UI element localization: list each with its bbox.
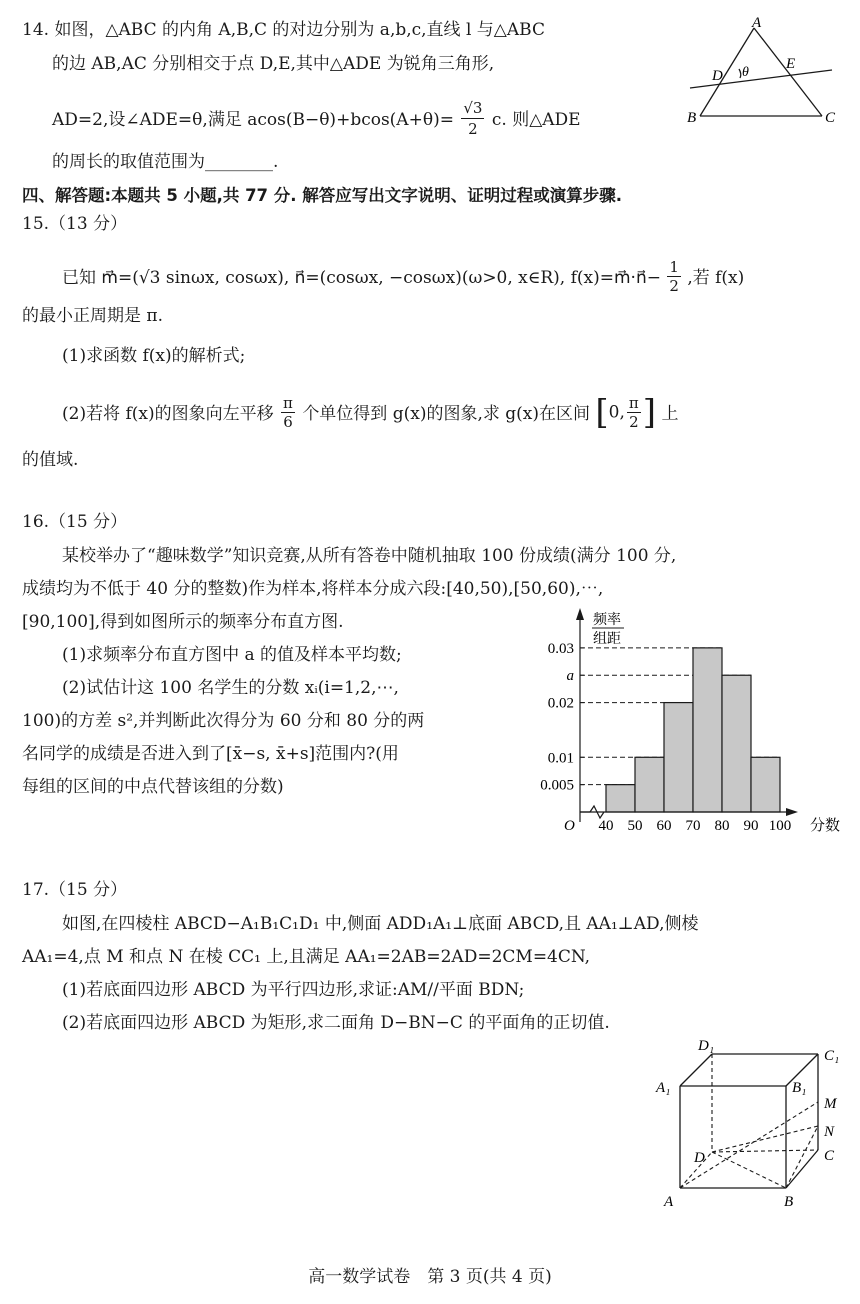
q15-pi-6-den: 6 bbox=[283, 413, 293, 431]
segment-bn-hidden bbox=[786, 1126, 818, 1188]
q15-interval-left: 0, bbox=[608, 402, 625, 423]
q17-prism-figure bbox=[646, 1040, 856, 1220]
q14-fraction bbox=[461, 98, 484, 139]
prism-label-a1: A₁ bbox=[656, 1080, 671, 1096]
x-tick-label: 90 bbox=[743, 818, 759, 834]
q15-part-2-b: 个单位得到 g(x)的图象,求 g(x)在区间 bbox=[302, 404, 590, 424]
q15-line-1 bbox=[62, 260, 744, 297]
q16-line-3: [90,100],得到如图所示的频率分布直方图. bbox=[22, 612, 344, 632]
q15-pi-6-num: π bbox=[283, 394, 293, 412]
q14-triangle-figure bbox=[682, 14, 852, 126]
q15-line-1-text: 已知 m⃗=(√3 sinωx, cosωx), n⃗=(cosωx, −cosωx)(ω>0, x∈R), f(x)=m⃗·n⃗− bbox=[62, 268, 661, 288]
y-axis-arrow bbox=[576, 608, 584, 620]
edge-bc bbox=[786, 1150, 818, 1188]
angle-theta-arc bbox=[739, 69, 741, 78]
q15-half-fraction bbox=[667, 258, 681, 295]
segment-dn-hidden bbox=[712, 1126, 818, 1152]
q15-part-2-c: 上 bbox=[661, 404, 679, 424]
q17-line-1: 如图,在四棱柱 ABCD−A₁B₁C₁D₁ 中,侧面 ADD₁A₁⊥底面 ABCD,且 AA₁⊥AD,侧棱 bbox=[62, 914, 699, 934]
label-d: D bbox=[712, 68, 723, 84]
q16-line-5: (2)试估计这 100 名学生的分数 xᵢ(i=1,2,⋯, bbox=[62, 678, 399, 698]
histogram-bar bbox=[635, 757, 664, 812]
histogram-bar bbox=[664, 703, 693, 812]
x-tick-label: 60 bbox=[656, 818, 672, 834]
y-tick-label: 0.03 bbox=[547, 640, 574, 657]
prism-label-b: B bbox=[784, 1194, 794, 1210]
q17-line-4: (2)若底面四边形 ABCD 为矩形,求二面角 D−BN−C 的平面角的正切值. bbox=[62, 1013, 610, 1033]
q15-interval-den: 2 bbox=[629, 413, 639, 431]
x-axis-arrow bbox=[786, 808, 798, 816]
x-tick-label: 80 bbox=[714, 818, 730, 834]
section-4-heading: 四、解答题:本题共 5 小题,共 77 分. 解答应写出文字说明、证明过程或演算步骤. bbox=[22, 186, 623, 205]
label-c: C bbox=[825, 110, 836, 126]
q16-line-2: 成绩均为不低于 40 分的整数)作为样本,将样本分成六段:[40,50),[50,60),⋯, bbox=[22, 579, 604, 599]
prism-label-m: M bbox=[824, 1096, 837, 1112]
q14-equation-tail: c. 则△ADE bbox=[491, 110, 581, 130]
y-label-top: 频率 bbox=[593, 613, 621, 628]
histogram-bar bbox=[693, 648, 722, 812]
q14-line-2: 的边 AB,AC 分别相交于点 D,E,其中△ADE 为锐角三角形, bbox=[52, 54, 495, 74]
x-tick-label: 100 bbox=[768, 818, 792, 834]
edge-a1d1 bbox=[680, 1054, 712, 1086]
segment-db-hidden bbox=[712, 1152, 786, 1188]
histogram-bar bbox=[722, 675, 751, 812]
q15-pi-6-fraction bbox=[281, 394, 295, 431]
prism-label-b1: B₁ bbox=[792, 1080, 807, 1096]
q15-interval-num: π bbox=[628, 394, 639, 412]
prism-label-a: A bbox=[664, 1194, 674, 1210]
histogram-bar bbox=[751, 757, 780, 812]
y-tick-label: 0.01 bbox=[547, 750, 574, 767]
q16-line-6: 100)的方差 s²,并判断此次得分为 60 分和 80 分的两 bbox=[22, 711, 425, 731]
x-tick-label: 50 bbox=[627, 818, 643, 834]
q15-part-2 bbox=[62, 392, 679, 433]
label-a: A bbox=[752, 15, 762, 31]
y-label-bottom: 组距 bbox=[593, 632, 621, 647]
q16-line-7: 名同学的成绩是否进入到了[x̄−s, x̄+s]范围内?(用 bbox=[22, 744, 399, 764]
x-tick-label: 70 bbox=[685, 818, 701, 834]
q16-line-1: 某校举办了“趣味数学”知识竞赛,从所有答卷中随机抽取 100 份成绩(满分 100 分, bbox=[62, 546, 677, 566]
q14-line-3 bbox=[52, 100, 581, 141]
q17-line-2: AA₁=4,点 M 和点 N 在棱 CC₁ 上,且满足 AA₁=2AB=2AD=2CM=4CN, bbox=[22, 947, 591, 967]
q17-header: 17.（15 分） bbox=[22, 880, 128, 900]
q17-line-3: (1)若底面四边形 ABCD 为平行四边形,求证:AM//平面 BDN; bbox=[62, 980, 525, 1000]
q15-line-2: 的最小正周期是 π. bbox=[22, 306, 163, 326]
prism-label-c1: C₁ bbox=[824, 1048, 840, 1064]
x-axis-label: 分数 bbox=[810, 818, 841, 834]
prism-label-n: N bbox=[824, 1124, 835, 1140]
q15-interval: [0, $\frac{\pi}{2}$ ] bbox=[595, 392, 657, 433]
q16-line-8: 每组的区间的中点代替该组的分数) bbox=[22, 777, 284, 797]
q15-part-2-a: (2)若将 f(x)的图象向左平移 bbox=[62, 404, 274, 424]
y-tick-label: 0.005 bbox=[540, 777, 574, 794]
x-tick-label: 40 bbox=[598, 818, 614, 834]
q14-line-1: 14. 如图，△ABC 的内角 A,B,C 的对边分别为 a,b,c,直线 l 与△ABC bbox=[22, 20, 545, 40]
q16-line-4: (1)求频率分布直方图中 a 的值及样本平均数; bbox=[62, 645, 402, 665]
prism-label-c: C bbox=[824, 1148, 835, 1164]
y-tick-label: 0.02 bbox=[547, 695, 574, 712]
prism-label-d: D bbox=[694, 1150, 705, 1166]
q15-half-den: 2 bbox=[669, 277, 679, 295]
prism-label-d1: D₁ bbox=[698, 1040, 715, 1054]
label-theta: θ bbox=[742, 65, 749, 80]
q15-line-end: 的值域. bbox=[22, 450, 79, 470]
q15-header: 15.（13 分） bbox=[22, 214, 128, 234]
q16-header: 16.（15 分） bbox=[22, 512, 128, 532]
q14-fraction-num: √3 bbox=[463, 99, 483, 117]
origin-label: O bbox=[564, 818, 575, 834]
edge-dc-hidden bbox=[712, 1150, 818, 1152]
page-footer: 高一数学试卷 第 3 页(共 4 页) bbox=[308, 1267, 552, 1287]
histogram-bar bbox=[606, 785, 635, 812]
q15-half-num: 1 bbox=[669, 258, 679, 276]
label-b: B bbox=[687, 110, 697, 126]
q15-line-1-tail: ,若 f(x) bbox=[687, 268, 745, 288]
frequency-histogram bbox=[520, 600, 850, 840]
label-e: E bbox=[786, 56, 796, 72]
q14-equation: AD=2,设∠ADE=θ,满足 acos(B−θ)+bcos(A+θ)= bbox=[52, 110, 454, 130]
q15-part-1: (1)求函数 f(x)的解析式; bbox=[62, 346, 246, 366]
y-tick-label: a bbox=[566, 668, 574, 685]
q14-line-5: 的周长的取值范围为________. bbox=[52, 152, 279, 172]
q14-fraction-den: 2 bbox=[468, 120, 478, 138]
